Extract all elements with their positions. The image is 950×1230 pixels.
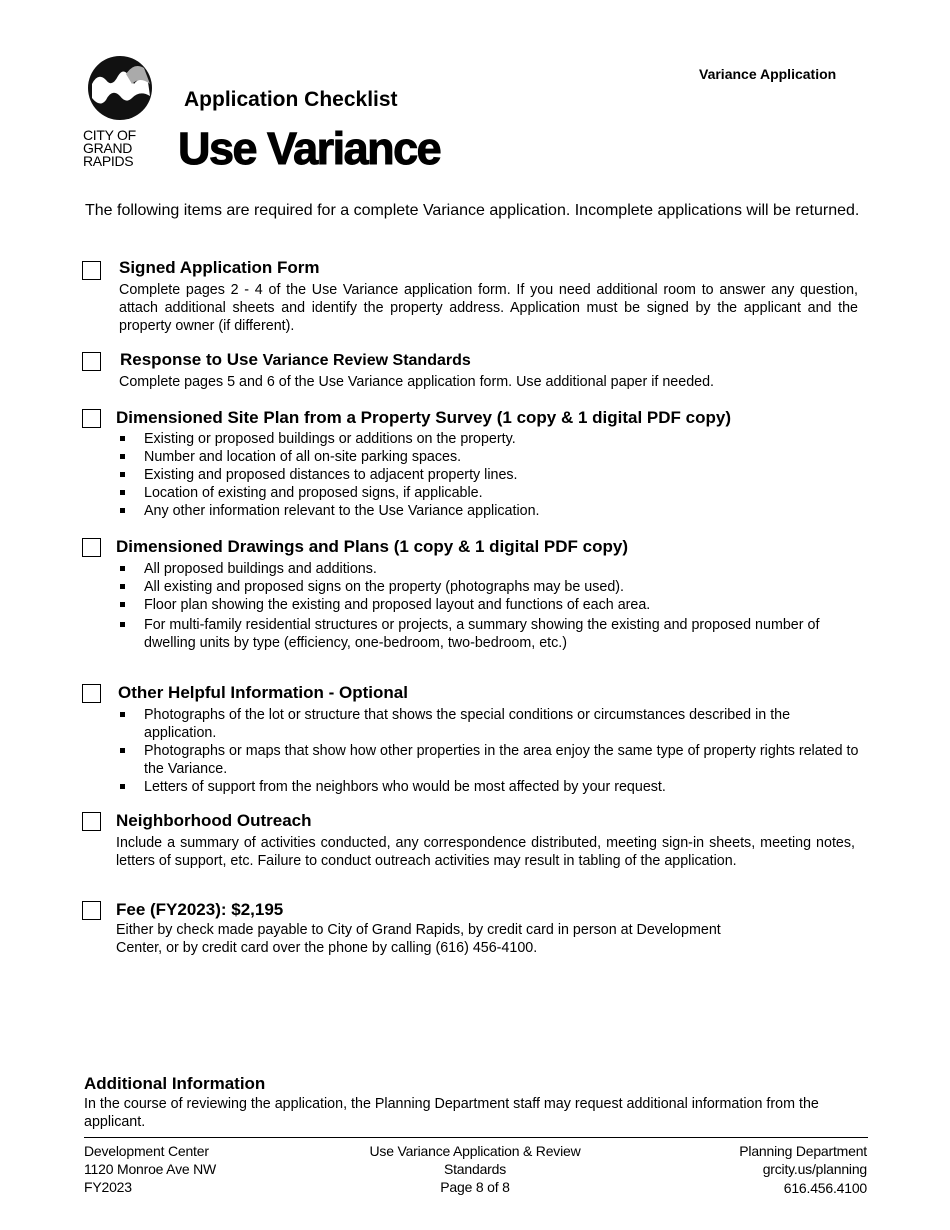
- checkbox-other-information[interactable]: [82, 684, 101, 703]
- checkbox-review-standards[interactable]: [82, 352, 101, 371]
- list-item: Existing or proposed buildings or additions on the property.: [118, 430, 863, 448]
- section-title-signed-application: Signed Application Form: [119, 258, 320, 277]
- page-number: Page 8 of 8: [440, 1179, 510, 1195]
- section-body-neighborhood-outreach: Include a summary of activities conducted, any correspondence distributed, meeting sign-in sheets, meeting notes, letters of support, etc. Failure to conduct outreach activities may result in tabling of the application.: [116, 835, 855, 869]
- list-item: Location of existing and proposed signs, if applicable.: [118, 484, 863, 502]
- list-item: Floor plan showing the existing and proposed layout and functions of each area.: [118, 596, 863, 614]
- checkbox-neighborhood-outreach[interactable]: [82, 812, 101, 831]
- page-subtitle: Application Checklist: [184, 88, 398, 111]
- logo-wordmark: CITY OF GRAND RAPIDS: [83, 127, 136, 169]
- document-label: Variance Application: [699, 66, 837, 82]
- footer-right: Planning Department grcity.us/planning 616.456.4100: [739, 1143, 867, 1196]
- list-item: Existing and proposed distances to adjacent property lines.: [118, 466, 863, 484]
- drawings-plans-list: [118, 560, 863, 652]
- list-item: Photographs or maps that show how other properties in the area enjoy the same type of property rights related to the Variance.: [118, 742, 863, 778]
- section-title-neighborhood-outreach: Neighborhood Outreach: [116, 811, 312, 830]
- section-title-other-information: Other Helpful Information - Optional: [118, 683, 408, 702]
- list-item: All proposed buildings and additions.: [118, 560, 863, 578]
- section-title-review-standards: Response to Use Variance Review Standards: [120, 350, 471, 369]
- page-title: Use Variance: [178, 123, 441, 174]
- section-title-fee: Fee (FY2023): $2,195: [116, 900, 284, 919]
- section-body-signed-application: Complete pages 2 - 4 of the Use Variance application form. If you need additional room to answer any question, attach additional sheets and identify the property address. Application must be signed by the applicant and the property owner (if different).: [119, 282, 858, 334]
- list-item: All existing and proposed signs on the property (photographs may be used).: [118, 578, 863, 596]
- site-plan-list: [118, 430, 863, 520]
- additional-information-title: Additional Information: [84, 1074, 266, 1093]
- footer-center: Use Variance Application & Review Standards Page 8 of 8: [350, 1142, 600, 1196]
- section-body-fee: Either by check made payable to City of Grand Rapids, by credit card in person at Development Center, or by credit card over the phone by calling (616) 456-4100.: [116, 922, 721, 956]
- list-item: Number and location of all on-site parking spaces.: [118, 448, 863, 466]
- list-item: Photographs of the lot or structure that shows the special conditions or circumstances described in the application.: [118, 706, 863, 742]
- checkbox-drawings-plans[interactable]: [82, 538, 101, 557]
- list-item: Letters of support from the neighbors who would be most affected by your request.: [118, 778, 863, 796]
- intro-text: The following items are required for a complete Variance application. Incomplete applications will be returned.: [85, 202, 860, 219]
- list-item: For multi-family residential structures or projects, a summary showing the existing and proposed number of dwelling units by type (efficiency, one-bedroom, two-bedroom, etc.): [118, 616, 863, 652]
- footer-divider: [84, 1137, 868, 1138]
- checkbox-signed-application[interactable]: [82, 261, 101, 280]
- other-information-list: [118, 706, 863, 796]
- section-title-drawings-plans: Dimensioned Drawings and Plans (1 copy & 1 digital PDF copy): [116, 537, 628, 556]
- footer-left: Development Center 1120 Monroe Ave NW FY2023: [84, 1143, 217, 1195]
- section-body-review-standards: Complete pages 5 and 6 of the Use Variance application form. Use additional paper if needed.: [119, 374, 715, 390]
- checkbox-site-plan[interactable]: [82, 409, 101, 428]
- checkbox-fee[interactable]: [82, 901, 101, 920]
- list-item: Any other information relevant to the Use Variance application.: [118, 502, 863, 520]
- additional-information-body: In the course of reviewing the application, the Planning Department staff may request additional information from the applicant.: [84, 1096, 819, 1130]
- section-title-site-plan: Dimensioned Site Plan from a Property Survey (1 copy & 1 digital PDF copy): [116, 408, 731, 427]
